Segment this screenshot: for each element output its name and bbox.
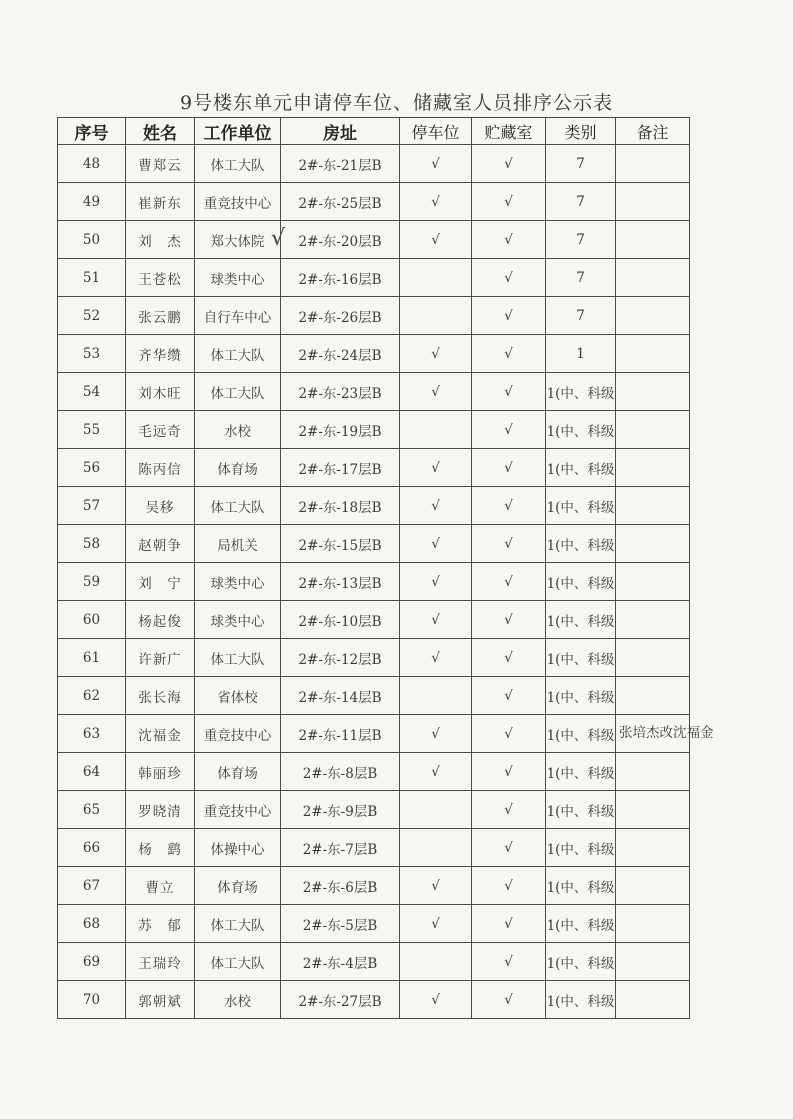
- cell-name: 崔新东: [126, 183, 195, 221]
- cell-addr: 2#-东-23层B: [281, 373, 400, 411]
- page-title: 9号楼东单元申请停车位、储藏室人员排序公示表: [179, 92, 614, 114]
- cell-parking: [400, 943, 472, 981]
- cell-storage: √: [472, 487, 546, 525]
- cell-parking: √: [400, 753, 472, 791]
- cell-no: 60: [58, 601, 126, 639]
- cell-no: 67: [58, 867, 126, 905]
- table-row: [58, 411, 690, 449]
- cell-storage: √: [472, 715, 546, 753]
- cell-storage: √: [472, 943, 546, 981]
- cell-unit: 体工大队: [195, 487, 281, 525]
- cell-cat: 1(中、科级: [546, 753, 616, 791]
- cell-cat: 1(中、科级: [546, 943, 616, 981]
- cell-parking: [400, 259, 472, 297]
- table-row: [58, 981, 690, 1019]
- cell-unit: 郑大体院: [195, 221, 281, 259]
- header-cell: 姓名: [126, 118, 195, 145]
- cell-no: 61: [58, 639, 126, 677]
- header-cell: 停车位: [400, 118, 472, 145]
- cell-note: [616, 981, 690, 1019]
- cell-unit: 体工大队: [195, 943, 281, 981]
- cell-unit: 体工大队: [195, 145, 281, 183]
- cell-unit: 局机关: [195, 525, 281, 563]
- cell-cat: 7: [546, 145, 616, 183]
- cell-note: [616, 905, 690, 943]
- cell-note: [616, 639, 690, 677]
- cell-cat: 7: [546, 297, 616, 335]
- table-row: [58, 639, 690, 677]
- cell-no: 70: [58, 981, 126, 1019]
- cell-name: 杨起俊: [126, 601, 195, 639]
- table-row: [58, 601, 690, 639]
- cell-unit: 体育场: [195, 449, 281, 487]
- cell-name: 齐华缵: [126, 335, 195, 373]
- cell-addr: 2#-东-6层B: [281, 867, 400, 905]
- cell-no: 54: [58, 373, 126, 411]
- cell-cat: 1(中、科级: [546, 411, 616, 449]
- cell-storage: √: [472, 373, 546, 411]
- cell-addr: 2#-东-9层B: [281, 791, 400, 829]
- cell-addr: 2#-东-5层B: [281, 905, 400, 943]
- cell-addr: 2#-东-11层B: [281, 715, 400, 753]
- cell-no: 63: [58, 715, 126, 753]
- cell-storage: √: [472, 791, 546, 829]
- handwritten-check-mark: √: [271, 226, 286, 251]
- cell-no: 66: [58, 829, 126, 867]
- cell-unit: 重竞技中心: [195, 791, 281, 829]
- cell-note: [616, 183, 690, 221]
- header-row: [58, 118, 690, 145]
- cell-storage: √: [472, 183, 546, 221]
- cell-name: 刘 杰: [126, 221, 195, 259]
- cell-unit: 体工大队: [195, 639, 281, 677]
- cell-no: 51: [58, 259, 126, 297]
- cell-cat: 1(中、科级: [546, 639, 616, 677]
- cell-storage: √: [472, 829, 546, 867]
- cell-unit: 体育场: [195, 753, 281, 791]
- cell-cat: 1(中、科级: [546, 791, 616, 829]
- cell-addr: 2#-东-4层B: [281, 943, 400, 981]
- cell-cat: 1(中、科级: [546, 601, 616, 639]
- cell-parking: √: [400, 981, 472, 1019]
- cell-no: 59: [58, 563, 126, 601]
- cell-name: 韩丽珍: [126, 753, 195, 791]
- table-row: [58, 335, 690, 373]
- cell-storage: √: [472, 221, 546, 259]
- cell-note: [616, 411, 690, 449]
- cell-parking: √: [400, 601, 472, 639]
- cell-addr: 2#-东-15层B: [281, 525, 400, 563]
- cell-no: 53: [58, 335, 126, 373]
- cell-no: 56: [58, 449, 126, 487]
- cell-addr: 2#-东-14层B: [281, 677, 400, 715]
- cell-storage: √: [472, 259, 546, 297]
- cell-parking: [400, 791, 472, 829]
- cell-no: 52: [58, 297, 126, 335]
- roster-table: [57, 117, 714, 1019]
- cell-note: [616, 563, 690, 601]
- cell-addr: 2#-东-21层B: [281, 145, 400, 183]
- cell-addr: 2#-东-26层B: [281, 297, 400, 335]
- cell-parking: √: [400, 867, 472, 905]
- cell-cat: 7: [546, 183, 616, 221]
- table-row: [58, 715, 690, 753]
- table-row: [58, 449, 690, 487]
- cell-parking: [400, 829, 472, 867]
- cell-parking: √: [400, 221, 472, 259]
- cell-note: [616, 829, 690, 867]
- cell-name: 曹立: [126, 867, 195, 905]
- cell-unit: 重竞技中心: [195, 183, 281, 221]
- cell-addr: 2#-东-27层B: [281, 981, 400, 1019]
- cell-parking: √: [400, 639, 472, 677]
- cell-note: [616, 145, 690, 183]
- cell-parking: √: [400, 335, 472, 373]
- cell-cat: 1(中、科级: [546, 981, 616, 1019]
- cell-note: 张培杰改沈福金: [616, 715, 690, 753]
- cell-cat: 1(中、科级: [546, 563, 616, 601]
- cell-unit: 重竞技中心: [195, 715, 281, 753]
- cell-unit: 自行车中心: [195, 297, 281, 335]
- cell-storage: √: [472, 639, 546, 677]
- cell-addr: 2#-东-24层B: [281, 335, 400, 373]
- cell-no: 48: [58, 145, 126, 183]
- cell-addr: 2#-东-17层B: [281, 449, 400, 487]
- cell-storage: √: [472, 297, 546, 335]
- cell-addr: 2#-东-7层B: [281, 829, 400, 867]
- cell-cat: 1(中、科级: [546, 715, 616, 753]
- cell-addr: 2#-东-18层B: [281, 487, 400, 525]
- cell-parking: √: [400, 525, 472, 563]
- cell-name: 杨 鹞: [126, 829, 195, 867]
- table-row: [58, 677, 690, 715]
- cell-no: 69: [58, 943, 126, 981]
- cell-no: 68: [58, 905, 126, 943]
- cell-note: [616, 335, 690, 373]
- table-row: [58, 297, 690, 335]
- cell-storage: √: [472, 525, 546, 563]
- cell-storage: √: [472, 905, 546, 943]
- table-body: [58, 145, 714, 1019]
- table-row: [58, 905, 690, 943]
- cell-name: 陈丙信: [126, 449, 195, 487]
- table-row: [58, 183, 690, 221]
- cell-note: [616, 677, 690, 715]
- cell-cat: 1(中、科级: [546, 525, 616, 563]
- cell-addr: 2#-东-25层B: [281, 183, 400, 221]
- cell-unit: 体工大队: [195, 905, 281, 943]
- cell-name: 张长海: [126, 677, 195, 715]
- cell-unit: 省体校: [195, 677, 281, 715]
- cell-storage: √: [472, 145, 546, 183]
- cell-addr: 2#-东-10层B: [281, 601, 400, 639]
- table-row: [58, 487, 690, 525]
- cell-note: [616, 449, 690, 487]
- cell-no: 62: [58, 677, 126, 715]
- cell-cat: 1(中、科级: [546, 449, 616, 487]
- cell-addr: 2#-东-12层B: [281, 639, 400, 677]
- cell-unit: 体工大队: [195, 373, 281, 411]
- cell-parking: √: [400, 487, 472, 525]
- cell-storage: √: [472, 411, 546, 449]
- cell-unit: 水校: [195, 981, 281, 1019]
- header-cell: 贮藏室: [472, 118, 546, 145]
- cell-cat: 1(中、科级: [546, 867, 616, 905]
- cell-storage: √: [472, 563, 546, 601]
- cell-parking: [400, 297, 472, 335]
- header-cell: 备注: [616, 118, 690, 145]
- cell-no: 58: [58, 525, 126, 563]
- cell-name: 沈福金: [126, 715, 195, 753]
- header-cell: 类别: [546, 118, 616, 145]
- cell-unit: 体工大队: [195, 335, 281, 373]
- cell-name: 张云鹏: [126, 297, 195, 335]
- cell-name: 毛远奇: [126, 411, 195, 449]
- cell-unit: 体育场: [195, 867, 281, 905]
- cell-name: 王苍松: [126, 259, 195, 297]
- cell-note: [616, 487, 690, 525]
- cell-unit: 球类中心: [195, 563, 281, 601]
- table-row: [58, 259, 690, 297]
- table-row: [58, 867, 690, 905]
- cell-unit: 水校: [195, 411, 281, 449]
- cell-name: 许新广: [126, 639, 195, 677]
- cell-addr: 2#-东-13层B: [281, 563, 400, 601]
- table-row: [58, 221, 690, 259]
- cell-parking: [400, 411, 472, 449]
- cell-addr: 2#-东-16层B: [281, 259, 400, 297]
- cell-parking: √: [400, 183, 472, 221]
- cell-cat: 7: [546, 221, 616, 259]
- cell-unit: 体操中心: [195, 829, 281, 867]
- header-cell: 房址: [281, 118, 400, 145]
- cell-name: 刘 宁: [126, 563, 195, 601]
- cell-note: [616, 525, 690, 563]
- cell-name: 罗晓清: [126, 791, 195, 829]
- cell-storage: √: [472, 867, 546, 905]
- cell-name: 曹郑云: [126, 145, 195, 183]
- cell-addr: 2#-东-19层B: [281, 411, 400, 449]
- table-row: [58, 373, 690, 411]
- cell-name: 苏 郁: [126, 905, 195, 943]
- cell-note: [616, 753, 690, 791]
- cell-unit: 球类中心: [195, 601, 281, 639]
- cell-name: 赵朝争: [126, 525, 195, 563]
- table-row: [58, 563, 690, 601]
- cell-note: [616, 867, 690, 905]
- cell-cat: 1(中、科级: [546, 677, 616, 715]
- cell-parking: √: [400, 449, 472, 487]
- header-cell: 序号: [58, 118, 126, 145]
- table-row: [58, 829, 690, 867]
- cell-no: 65: [58, 791, 126, 829]
- cell-parking: [400, 677, 472, 715]
- cell-name: 郭朝斌: [126, 981, 195, 1019]
- table-row: [58, 145, 690, 183]
- cell-storage: √: [472, 981, 546, 1019]
- cell-note: [616, 601, 690, 639]
- cell-name: 王瑞玲: [126, 943, 195, 981]
- cell-storage: √: [472, 335, 546, 373]
- header-cell: 工作单位: [195, 118, 281, 145]
- cell-note: [616, 373, 690, 411]
- cell-no: 49: [58, 183, 126, 221]
- cell-cat: 1(中、科级: [546, 905, 616, 943]
- cell-parking: √: [400, 715, 472, 753]
- cell-name: 吴移: [126, 487, 195, 525]
- cell-storage: √: [472, 601, 546, 639]
- cell-storage: √: [472, 677, 546, 715]
- cell-no: 50: [58, 221, 126, 259]
- cell-parking: √: [400, 563, 472, 601]
- cell-no: 55: [58, 411, 126, 449]
- cell-cat: 7: [546, 259, 616, 297]
- cell-parking: √: [400, 145, 472, 183]
- cell-parking: √: [400, 905, 472, 943]
- cell-note: [616, 259, 690, 297]
- table-row: [58, 943, 690, 981]
- cell-cat: 1(中、科级: [546, 373, 616, 411]
- cell-name: 刘木旺: [126, 373, 195, 411]
- cell-note: [616, 943, 690, 981]
- cell-unit: 球类中心: [195, 259, 281, 297]
- cell-addr: 2#-东-20层B: [281, 221, 400, 259]
- table-row: [58, 791, 690, 829]
- cell-cat: 1(中、科级: [546, 829, 616, 867]
- cell-parking: √: [400, 373, 472, 411]
- cell-no: 57: [58, 487, 126, 525]
- cell-no: 64: [58, 753, 126, 791]
- cell-cat: 1: [546, 335, 616, 373]
- cell-cat: 1(中、科级: [546, 487, 616, 525]
- cell-addr: 2#-东-8层B: [281, 753, 400, 791]
- table-row: [58, 753, 690, 791]
- table-row: [58, 525, 690, 563]
- cell-note: [616, 297, 690, 335]
- cell-storage: √: [472, 753, 546, 791]
- cell-note: [616, 221, 690, 259]
- cell-storage: √: [472, 449, 546, 487]
- cell-note: [616, 791, 690, 829]
